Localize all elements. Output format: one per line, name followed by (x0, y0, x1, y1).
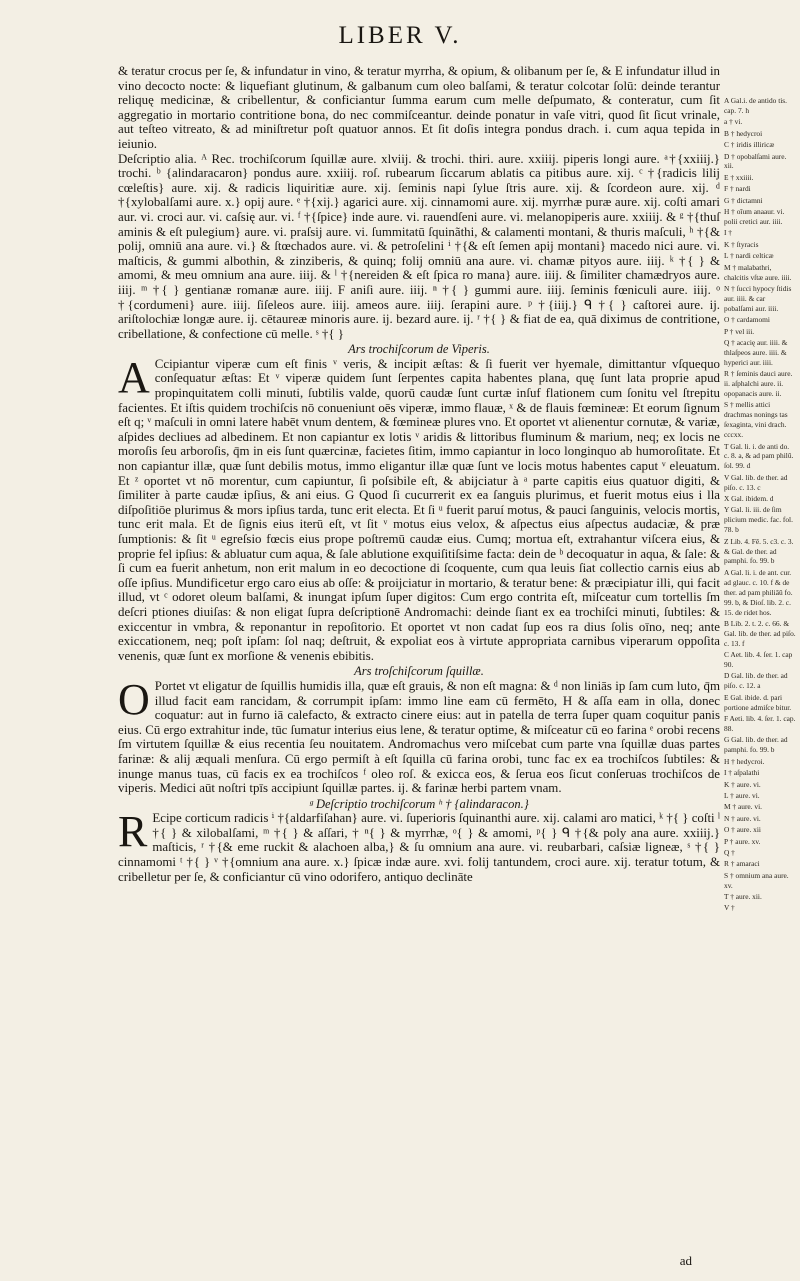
paragraph-text: Portet vt eligatur de ſquillis humidis illa, quæ eſt grauis, & non eſt magna: & ᵈ non liniās ip ſam cum luto, q̄m illud facit eam rancidam, & corrumpit ipſam: immo line eam cū fermēto, H & aſſa eam in olla, donec coquatur: aut in furno iā calefacto, & extracto cinere eius: aut in patella de terra ſuper quam coquitur panis eius. Cū ergo extrahitur inde, tūc ſumatur interius eius lene, & teratur optime, & miſceatur cū eo farina ᵉ orobi recens ſm virtutem ſquillæ & eius recentia ſeu nouitatem. Andromachus vero miſcebat cum parte vna ſquillæ duas partes farinæ: & alij æquali menſura. Cū ergo permiſt à eſt ſquilla cū farina orobi, tunc fac ex ea trochiſcos ſubtiles: & inunge manus tuas, cū facis ex ea trochiſcos ᶠ oleo roſ. & exicca eos, & ſerua eos ſicut conſeruas trochiſcos de viperis. Medici aūt noſtri tpīs accipiunt ſquillæ partes. ij. & farinæ herbi partem vnam. (118, 678, 720, 796)
margin-note: O † cardamomi (724, 315, 770, 325)
section-heading: Ars troſchiſcorum ſquillæ. (354, 664, 484, 679)
section-heading: Ars trochiſcorum de Viperis. (348, 342, 490, 357)
margin-note: I † aſpalathi (724, 768, 760, 778)
margin-note: A Gal.i. de antido tis. cap. 7. h (724, 96, 788, 115)
margin-note: a † vi. (724, 117, 743, 127)
margin-note: K † ſtyracis (724, 239, 759, 249)
margin-note: S † mellis attici drachmas nonings tas ſexaginta, vini drach. cccxx. (724, 400, 788, 440)
margin-note: K † aure. vi. (724, 779, 761, 789)
paragraph-text: Ecipe corticum radicis ⁱ †{aldarfiſahan} aure. vi. ſuperioris ſquinanthi aure. xij. calami aro matici, ᵏ †{ } coſti ˡ †{ } & xilobalſami, ᵐ †{ } & aſſari, † ⁿ{ } & myrrhæ, ᵒ{ } & amomi, ᵖ{ } ᑫ †{& poly ana aure. xxiiij.} maſticis, ʳ †{& eme ruckit & alachoen alba,} & ſu omnium ana aure. vi. reubarbari, caſsiæ ligneæ, ˢ †{ } cinnamomi ᵗ †{ } ᵛ †{omnium ana aure. x.} ſpicæ indæ aure. xvi. folij tantundem, croci aure. xij. teratur totum, & cribelletur per ſe, & conficiantur cū vino odorifero, antiquo declināte (118, 811, 720, 884)
paragraph-text: Ccipiantur viperæ cum eſt finis ᵛ veris, & incipit æſtas: & ſi fuerit ver hyemale, dimittantur vſquequo conſequatur æſtas: Et ᵛ viperæ quidem ſunt ſerpentes capita habentes plana, quę ſunt lata proprie apud propinquitatem colli minuti, ſubtilis valde, quorū caudæ ſunt curtæ inſuf flationem cum ſonitu vel ſtrepitu facientes. Et iſtis quidem trochiſcis nō conueniunt oēs viperæ, immo flauæ, ˣ & de flauis fœmineæ: Et eorum ſignum eſt q; ᵛ maſculi in omni latere habēt vnum dentem, & fœmineæ plures vno. Et oportet vt alienentur cornutæ, & variæ, aſpides decliues ad albedinem. Et non capiantur ex lotis ᵛ aridis & littoribus fluminum & marium, neq; ex locis ne moroſis ſeu arboroſis, q̄m in eis ſunt quærcinæ, facietes ſitim, immo capiantur in loco longinquo ab humoroſitate. Et non capiantur illæ, quæ ſunt debilis motus, immo eligantur illæ quæ ſunt ve locis motus habentes caput ᵛ eleuatum. Et ᶻ oportet vt nō morentur, cum capiuntur, ſi poſsibile eſt, & abijciatur à ᵃ parte capitis eius quatuor digiti, & ſimiliter à parte caudæ ipſius, & ani eius. G Quod ſi cucurrerit ex ea ſanguis plurimus, et fuerit motus eius i lla diſpoſitiōe plurimus & mors ipſius tarda, tunc erit electa. Et ſi ᵘ fuerit paruí motus, & pauci ſanguinis, velocis mortis, tunc erit mala. Et de ſignis eius iterū eſt, vt ſit ᵛ motus eius velox, & aſpectus eius aſpectus audaciæ, & præ ſumptionis: & ſit ᵘ egreſsio fœcis eius prope poſtremū caudæ eius. Cumq; mortua eſt, extrahantur viſcera eius, & proprie fel ipſius: & abluatur cum aqua, & ſale ablutione exquiſitiſsime facta: dein de ᵇ decoquatur in aqua, & ſale: & ſi cum ea fuerit anhetum, non erit malum in eo decoctione di ſcoquente, cum qua leuis ſiat collectio carnis eius ab oſſe ipſius. Mundificetur ergo caro eius ab oſſe: & proijciatur in mortario, & teratur bene: & præcipiatur illi, qui facit illud, vt ᶜ odoret oleum balſami, & inungat ipſum ſuper digitos: Cum ergo contrita eſt, miſceatur cum tortellis ſm deſcri ptiones diuiſas: & non eligat ſupra deſcriptionē Andromachi: deinde ſiant ex ea trochiſci minuti, ſubtiles: & exiccentur in vmbra, & reponantur in repoſitorio. Et oportet vt non cadat ſup eos ra dius ſolis oīno, neq; ante exiccationem, neq; poſt ipſam: ſol naq; deſtruit, & expoliat eos à virtute appropriata carnibus viperarum oppoſita venenis, quæ ſunt ex morſione & venenis ebibitis. (118, 356, 720, 663)
section-heading: ᵍ Deſcriptio trochiſcorum ʰ † {alindaracon.} (309, 796, 529, 811)
margin-note: M † aure. vi. (724, 802, 762, 812)
page-title: LIBER V. (338, 22, 462, 49)
margin-note: Y Gal. li. iii. de ſim plicium medic. fac. fol. 78. b (724, 505, 793, 535)
margin-note: B Lib. 2. t. 2. c. 66. & Gal. lib. de ther. ad piſo. c. 13. f (724, 618, 796, 648)
margin-note: T Gal. li. i. de anti do. c. 8. a, & ad pam philū. ſol. 99. d (724, 441, 794, 471)
catchword: ad (679, 1253, 692, 1268)
margin-note: L † aure. vi. (724, 790, 760, 800)
margin-note: X Gal. ibidem. d (724, 494, 774, 504)
paragraph (118, 674, 720, 796)
margin-note: V † (724, 903, 735, 913)
margin-note: S † omnium ana aure. xv. (724, 870, 789, 890)
margin-note: N † ſucci hypocy ſtidis aur. iiii. & car pobalſami aur. iiii. (724, 283, 792, 313)
margin-note: I † (724, 228, 733, 238)
margin-note: E Gal. ibide. d. pari portione admiſce bitur. (724, 692, 792, 712)
margin-note: R † amaraci (724, 859, 760, 869)
margin-note: P † vel iii. (724, 326, 755, 336)
margin-note: D Gal. lib. de ther. ad piſo. c. 12. a (724, 671, 788, 691)
margin-note: Q † acacię aur. iiii. & thlaſpeos aure. iiii. & hyperici aur. iiii. (724, 337, 788, 367)
margin-note: N † aure. vi. (724, 813, 761, 823)
margin-note: C † iridis illiricæ (724, 140, 775, 150)
margin-note: E † xxiiii. (724, 172, 754, 182)
margin-note: B † hedycroi (724, 128, 763, 138)
margin-notes (724, 96, 796, 915)
margin-note: O † aure. xii (724, 825, 761, 835)
paragraph: & teratur crocus per ſe, & infundatur in vino, & teratur myrrha, & opium, & olibanum per ſe, & E infundatur illud in vino decocto nocte: & liquefiant glutinum, & galbanum cum oleo balſami, & teratur colcotar ſolū: deinde terantur reliquę medicinæ, & cribellentur, & conficiantur ſumma earum cum melle deſpumato, & conteratur, cum ſit aggregatio in mortario contritione bona, do nec commiſceantur. deinde ponatur in vaſe vitri, quod ſit ſicut vrinale, aut teſteo vitreato, & ad miniſtretur poſt quatuor annos. Et ſit doſis integra pondus drach. i. cum aqua tepida in ieiunio. (118, 64, 720, 151)
drop-cap: O (118, 674, 150, 724)
margin-note: G Gal. lib. de ther. ad pamphi. fo. 99. b (724, 735, 788, 755)
paragraph (118, 807, 720, 884)
margin-note: P † aure. xv. (724, 836, 761, 846)
margin-note: R † ſeminis dauci aure. ii. aſphalchi aure. ii. opopanacis aure. ii. (724, 369, 793, 398)
margin-note: D † opobalſami aure. xii. (724, 151, 787, 171)
margin-note: L † nardi celticæ (724, 251, 774, 261)
margin-note: H † hedycroi. (724, 756, 765, 766)
margin-note: A Gal. li. i. de ant. cur. ad glauc. c. 10. f & de ther. ad pam philiāū fo. 99. b, & Dioſ. lib. 2. c. 15. de ridet hos. (724, 567, 793, 617)
margin-note: H † oīum anaaur. vi. polii cretici aur. iiii. (724, 207, 785, 226)
margin-note: F † nardi (724, 184, 751, 194)
margin-note: Z Lib. 4. Fē. 5. c3. c. 3. & Gal. de ther. ad pamphi. fo. 99. b (724, 536, 794, 566)
paragraph: Deſcriptio alia. ᴬ Rec. trochiſcorum ſquillæ aure. xlviij. & trochi. thiri. aure. xxiiij. piperis longi aure. ᵃ†{xxiiij.} trochi. ᵇ {alindaracaron} pondus aure. xxiiij. roſ. rubearum ſiccarum ablatis ca pitibus aure. xij. ᶜ †{radicis lilij cœleſtis} aure. xij. & radicis liquiritiæ aure. xij. ſeminis napi ſylue ſtris aure. xij. & ſcordeon aure. xij. ᵈ †{xylobalſami aure. x.} opij aure. ᵉ †{xij.} agarici aure. xij. cinnamomi aure. xij. myrrhæ puræ aure. xij. coſti amari aur. vi. croci aur. vi. caſsię aur. vi. ᶠ †{ſpice} inde aure. vi. rauendſeni aure. vi. melanopiperis aure. xxiiij. & ᵍ †{thuſ aminis & eſt pulegium} aure. vi. praſsij aure. vi. ſummitatū ſquinãthi, & calamenti montani, & thuris maſculi, ʰ †{& polij, omniū ana aure. vi.} & ſtœchados aure. vi. & petroſelini ⁱ †{& eſt ſemen apij montani} macedo nici aure. vi. maſticis, & gummi albothin, & zinziberis, & quinq; folij omniū ana aure. vi. chamæ pityos aure. iiij. ᵏ †{ } & amomi, & meu omnium ana aure. iiij. & ˡ †{nereiden & eſt ſpica ro mana} aure. iiij. & ſimiliter chamædryos aure. iiij. ᵐ †{ } gentianæ romanæ aure. iiij. F aniſi aure. iiij. ⁿ †{ } gummi aure. iiij. ſeminis fœniculi aure. iiij. ᵒ †{cordumeni} aure. iiij. ſiſeleos aure. iiij. ameos aure. iiij. ſerapini aure. ᵖ †{iiij.} ᑫ †{ } caſtorei aure. ij. ariſtolochiæ longæ aure. ij. cētaureæ minoris aure. ij. bezard aure. ij. ʳ †{ } & fiat de ea, quā diximus de contritione, cribellatione, & confectione cū melle. ˢ †{ } (118, 151, 720, 341)
main-text-column (118, 64, 720, 884)
margin-note: G † dictamni (724, 195, 763, 205)
drop-cap: A (118, 352, 150, 402)
margin-note: V Gal. lib. de ther. ad piſo. c. 13. c (724, 472, 788, 492)
margin-note: C Aet. lib. 4. ſer. 1. cap 90. (724, 650, 793, 670)
margin-note: F Aeti. lib. 4. ſer. 1. cap. 88. (724, 714, 796, 733)
margin-note: Q † (724, 847, 735, 857)
drop-cap: R (118, 807, 148, 857)
margin-note: T † aure. xii. (724, 892, 762, 902)
paragraph (118, 352, 720, 663)
margin-note: M † malabathri, chalcitis vſtæ aure. iiii. (724, 262, 792, 282)
